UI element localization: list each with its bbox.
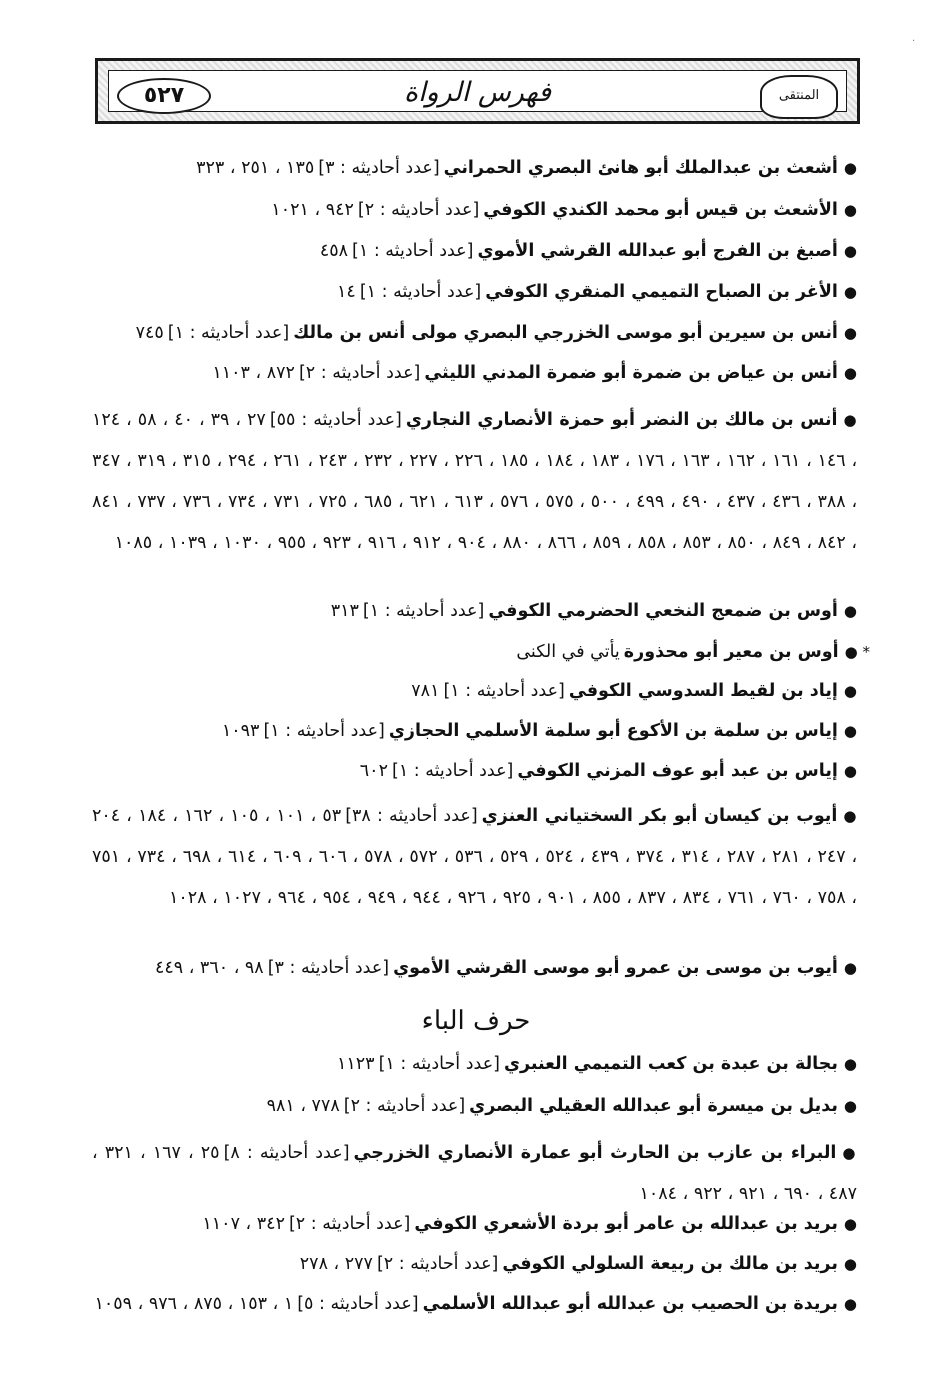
hadith-count: [عدد أحاديثه : ١]: [391, 761, 514, 781]
narrator-name: أوس بن معير أبو محذورة: [623, 642, 839, 662]
hadith-numbers: ١٤: [337, 282, 356, 302]
hadith-numbers: ١١٢٣: [336, 1054, 375, 1074]
hadith-numbers: ٧٧٨ ، ٩٨١: [266, 1096, 340, 1116]
hadith-count: [عدد أحاديثه : ٥٥]: [269, 410, 402, 430]
index-entry: [331, 600, 857, 624]
narrator-name: أيوب بن موسى بن عمرو أبو موسى القرشي الأموي: [393, 958, 838, 978]
bullet: ●: [843, 722, 857, 740]
narrator-name: أصبغ بن الفرج أبو عبدالله القرشي الأموي: [477, 241, 838, 261]
index-entry: [222, 720, 857, 744]
hadith-numbers: ١ ، ١٥٣ ، ٨٧٥ ، ٩٧٦ ، ١٠٥٩: [94, 1294, 294, 1314]
index-entry: [337, 1053, 857, 1077]
bullet: ●: [843, 1295, 857, 1313]
index-entry: [271, 199, 857, 223]
hadith-numbers: ٩٤٢ ، ١٠٢١: [271, 200, 354, 220]
bullet: ●: [843, 324, 857, 342]
index-entry: [512, 641, 870, 665]
narrator-name: إياد بن لقيط السدوسي الكوفي: [568, 681, 838, 701]
hadith-numbers: ٧٤٥: [135, 323, 164, 343]
hadith-numbers: ٢٥ ، ١٦٧ ، ٣٢١ ، ٤٨٧ ، ٦٩٠ ، ٩٢١ ، ٩٢٢ ، ١٠٨٤: [92, 1143, 857, 1204]
hadith-numbers: ٣١٣: [330, 601, 359, 621]
index-entry: [196, 157, 857, 181]
narrator-name: بريد بن مالك بن ربيعة السلولي الكوفي: [502, 1254, 838, 1274]
hadith-count: [عدد أحاديثه : ١]: [359, 282, 482, 302]
section-heading: حرف الباء: [421, 1006, 531, 1036]
hadith-count: [عدد أحاديثه : ٨]: [223, 1143, 350, 1163]
narrator-name: أشعث بن عبدالملك أبو هانئ البصري الحمراني: [443, 158, 838, 178]
narrator-name: إياس بن سلمة بن الأكوع أبو سلمة الأسلمي الحجازي: [388, 721, 838, 741]
index-entry: [212, 362, 857, 386]
bullet: ●: [843, 959, 857, 977]
hadith-numbers: ١٣٥ ، ٢٥١ ، ٣٢٣: [196, 158, 315, 178]
bullet: ●: [843, 242, 857, 260]
narrator-name: أنس بن عياض بن ضمرة أبو ضمرة المدني الليثي: [424, 363, 838, 383]
bullet: ●: [843, 159, 857, 177]
hadith-count: [عدد أحاديثه : ١]: [167, 323, 290, 343]
index-entry: [337, 281, 857, 305]
hadith-numbers: ١٠٩٣: [221, 721, 260, 741]
hadith-count: [عدد أحاديثه : ١]: [362, 601, 485, 621]
corner-mark: ·: [912, 36, 916, 47]
hadith-numbers: ٣٤٢ ، ١١٠٧: [202, 1214, 285, 1234]
bullet: ●: [843, 364, 857, 382]
hadith-count: [عدد أحاديثه : ٢]: [357, 200, 480, 220]
index-entry: [92, 1133, 857, 1215]
narrator-name: بديل بن ميسرة أبو عبدالله العقيلي البصري: [469, 1096, 838, 1116]
narrator-name: بجالة بن عبدة بن كعب التميمي العنبري: [503, 1054, 838, 1074]
index-entry: [155, 957, 857, 981]
book-logo: المنتقى: [760, 75, 838, 119]
hadith-count: [عدد أحاديثه : ٣]: [267, 958, 390, 978]
index-entry: [267, 1095, 857, 1119]
hadith-count: [عدد أحاديثه : ٥]: [297, 1294, 419, 1314]
hadith-numbers: ٤٥٨: [319, 241, 349, 261]
hadith-count: [عدد أحاديثه : ٣٨]: [345, 806, 478, 826]
page-header: [95, 58, 860, 124]
index-entry: [136, 322, 857, 346]
narrator-name: بريد بن عبدالله بن عامر أبو بردة الأشعري الكوفي: [414, 1214, 838, 1234]
hadith-numbers: ٨٧٢ ، ١١٠٣: [212, 363, 295, 383]
header-title: فهرس الرواة: [403, 77, 552, 108]
cross-reference: يأتي في الكنى: [516, 642, 620, 662]
bullet: ●: [843, 1215, 857, 1233]
narrator-name: إياس بن عبد أبو عوف المزني الكوفي: [517, 761, 838, 781]
bullet: * ●: [844, 643, 870, 661]
index-entry: [92, 796, 857, 919]
bullet: ●: [843, 602, 857, 620]
hadith-numbers: ٦٠٢: [359, 761, 388, 781]
index-entry: [360, 760, 857, 784]
hadith-numbers: ٥٣ ، ١٠١ ، ١٠٥ ، ١٦٢ ، ١٨٤ ، ٢٠٤ ، ٢٤٧ ، ٢٨١ ، ٢٨٧ ، ٣١٤ ، ٣٧٤ ، ٤٣٩ ، ٥٢٤ ، ٥٢٩ ، ٥٣٦ ، ٥٧٢ ، ٥٧٨ ، ٦٠٦ ، ٦٠٩ ، ٦١٤ ، ٦٩٨ ، ٧٣٤ ، ٧٥١ ، ٧٥٨ ، ٧٦٠ ، ٧٦١ ، ٨٣٤ ، ٨٣٧ ، ٨٥٥ ، ٩٠١ ، ٩٢٥ ، ٩٢٦ ، ٩٤٤ ، ٩٤٩ ، ٩٥٤ ، ٩٦٤ ، ١٠٢٧ ، ١٠٢٨: [92, 806, 858, 908]
bullet: ●: [843, 1255, 857, 1273]
hadith-numbers: ٢٧٧ ، ٢٧٨: [299, 1254, 373, 1274]
narrator-name: أنس بن مالك بن النضر أبو حمزة الأنصاري النجاري: [405, 410, 838, 430]
bullet: ●: [843, 201, 857, 219]
bullet: ●: [843, 682, 857, 700]
hadith-count: [عدد أحاديثه : ١]: [263, 721, 385, 741]
page-number: ٥٢٧: [117, 78, 211, 114]
hadith-count: [عدد أحاديثه : ٢]: [343, 1096, 466, 1116]
bullet: ●: [843, 283, 857, 301]
index-entry: [320, 240, 857, 264]
hadith-count: [عدد أحاديثه : ٢]: [376, 1254, 499, 1274]
bullet: ●: [843, 1055, 857, 1073]
hadith-numbers: ٢٧ ، ٣٩ ، ٤٠ ، ٥٨ ، ١٢٤ ، ١٤٦ ، ١٦١ ، ١٦٢ ، ١٦٣ ، ١٧٦ ، ١٨٣ ، ١٨٤ ، ١٨٥ ، ٢٢٦ ، ٢٢٧ ، ٢٣٢ ، ٢٤٣ ، ٢٦١ ، ٢٩٤ ، ٣١٥ ، ٣١٩ ، ٣٤٧ ، ٣٨٨ ، ٤٣٦ ، ٤٣٧ ، ٤٩٠ ، ٤٩٩ ، ٥٠٠ ، ٥٧٥ ، ٥٧٦ ، ٦١٣ ، ٦٢١ ، ٦٨٥ ، ٧٢٥ ، ٧٣١ ، ٧٣٤ ، ٧٣٦ ، ٧٣٧ ، ٨٤١ ، ٨٤٢ ، ٨٤٩ ، ٨٥٠ ، ٨٥٣ ، ٨٥٨ ، ٨٥٩ ، ٨٦٦ ، ٨٨٠ ، ٩٠٤ ، ٩١٢ ، ٩١٦ ، ٩٢٣ ، ٩٥٥ ، ١٠٣٠ ، ١٠٣٩ ، ١٠٨٥: [92, 410, 858, 553]
hadith-numbers: ٩٨ ، ٣٦٠ ، ٤٤٩: [154, 958, 264, 978]
narrator-name: البراء بن عازب بن الحارث أبو عمارة الأنصاري الخزرجي: [353, 1143, 837, 1163]
header-frame: [108, 70, 847, 112]
hadith-count: [عدد أحاديثه : ١]: [352, 241, 474, 261]
index-entry: [202, 1213, 857, 1237]
narrator-name: بريدة بن الحصيب بن عبدالله أبو عبدالله الأسلمي: [422, 1294, 838, 1314]
hadith-count: [عدد أحاديثه : ١]: [443, 681, 565, 701]
hadith-numbers: ٧٨١: [411, 681, 440, 701]
bullet: ●: [843, 411, 858, 429]
index-entry: [92, 400, 857, 564]
bullet: ●: [843, 1097, 857, 1115]
bullet: ●: [843, 807, 858, 825]
hadith-count: [عدد أحاديثه : ٢]: [288, 1214, 411, 1234]
narrator-name: الأغر بن الصباح التميمي المنقري الكوفي: [485, 282, 838, 302]
hadith-count: [عدد أحاديثه : ٣]: [318, 158, 440, 178]
narrator-name: أيوب بن كيسان أبو بكر السختياني العنزي: [481, 806, 838, 826]
narrator-name: أنس بن سيرين أبو موسى الخزرجي البصري مولى أنس بن مالك: [293, 323, 838, 343]
bullet: ●: [842, 1144, 858, 1162]
bullet: ●: [843, 762, 857, 780]
index-entry: [300, 1253, 857, 1277]
index-entry: [411, 680, 857, 704]
hadith-count: [عدد أحاديثه : ٢]: [298, 363, 421, 383]
narrator-name: أوس بن ضمعج النخعي الحضرمي الكوفي: [488, 601, 838, 621]
hadith-count: [عدد أحاديثه : ١]: [378, 1054, 500, 1074]
narrator-name: الأشعث بن قيس أبو محمد الكندي الكوفي: [483, 200, 838, 220]
index-entry: [94, 1293, 857, 1317]
